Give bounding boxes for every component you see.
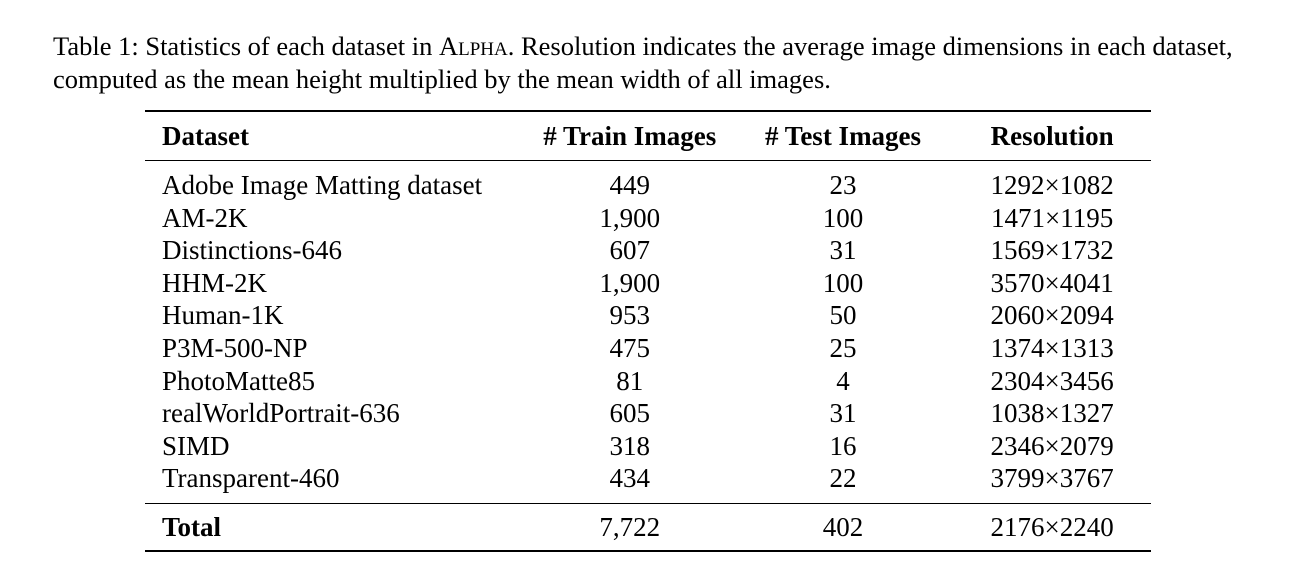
test-images-cell: 25 (829, 332, 857, 363)
dataset-name-cell: PhotoMatte85 (162, 365, 315, 396)
dataset-name-cell: Transparent-460 (162, 463, 340, 494)
resolution-cell: 1038×1327 (990, 398, 1114, 429)
resolution-cell: 3570×4041 (990, 267, 1114, 298)
header-row (145, 111, 1151, 161)
train-images-cell: 434 (609, 463, 650, 494)
train-images-cell: 605 (609, 398, 650, 429)
resolution-cell: 3799×3767 (990, 463, 1114, 494)
test-images-cell: 23 (829, 170, 857, 200)
train-images-cell: 475 (609, 332, 650, 363)
header-test-images: # Test Images (765, 120, 922, 151)
dataset-name-cell: Human-1K (162, 300, 284, 331)
dataset-name-cell: realWorldPortrait-636 (162, 398, 400, 429)
train-images-cell: 1,900 (599, 267, 661, 298)
total-row (145, 503, 1151, 551)
table-row (145, 161, 1151, 202)
train-images-cell: 449 (609, 170, 650, 200)
dataset-name-cell: AM-2K (162, 202, 248, 233)
caption-dataset-name: Alpha (438, 31, 508, 61)
table-row (145, 462, 1151, 503)
table-row (145, 332, 1151, 365)
table-row (145, 202, 1151, 235)
header-resolution: Resolution (990, 120, 1114, 151)
header-train-images: # Train Images (543, 120, 717, 151)
test-images-cell: 100 (822, 202, 864, 233)
table-footer (145, 503, 1151, 551)
test-images-cell: 31 (829, 398, 857, 429)
total-resolution: 2176×2240 (990, 511, 1114, 542)
train-images-cell: 1,900 (599, 202, 661, 233)
train-images-cell: 953 (609, 300, 650, 331)
resolution-cell: 2346×2079 (990, 430, 1114, 461)
table-caption (53, 30, 1253, 96)
test-images-cell: 31 (829, 235, 857, 266)
caption-suffix: . Resolution indicates the average image dimensions in each dataset, computed as the mean height multiplied by the mean width of all images. (53, 31, 1233, 94)
resolution-cell: 1374×1313 (990, 332, 1114, 363)
resolution-cell: 1292×1082 (990, 170, 1114, 200)
dataset-name-cell: HHM-2K (162, 267, 267, 298)
resolution-cell: 2304×3456 (990, 365, 1114, 396)
header-dataset: Dataset (162, 120, 249, 151)
train-images-cell: 81 (616, 365, 644, 396)
table-header (145, 111, 1151, 161)
total-test: 402 (822, 511, 864, 542)
test-images-cell: 16 (829, 430, 857, 461)
table-row (145, 365, 1151, 398)
total-label: Total (162, 511, 222, 542)
resolution-cell: 1569×1732 (990, 235, 1114, 266)
table-row (145, 299, 1151, 332)
dataset-name-cell: P3M-500-NP (162, 332, 308, 363)
dataset-name-cell: Distinctions-646 (162, 235, 342, 266)
train-images-cell: 318 (609, 430, 650, 461)
table-row (145, 267, 1151, 300)
test-images-cell: 4 (836, 365, 850, 396)
total-train: 7,722 (599, 511, 661, 542)
table-row (145, 397, 1151, 430)
test-images-cell: 50 (829, 300, 857, 331)
resolution-cell: 2060×2094 (990, 300, 1114, 331)
table-row (145, 430, 1151, 463)
dataset-statistics-table (145, 110, 1151, 552)
test-images-cell: 22 (829, 463, 857, 494)
dataset-name-cell: Adobe Image Matting dataset (162, 170, 483, 200)
caption-prefix: Table 1: Statistics of each dataset in (53, 31, 439, 61)
test-images-cell: 100 (822, 267, 864, 298)
train-images-cell: 607 (609, 235, 650, 266)
table-row (145, 234, 1151, 267)
dataset-name-cell: SIMD (162, 430, 230, 461)
table-body (145, 161, 1151, 504)
resolution-cell: 1471×1195 (991, 202, 1114, 233)
